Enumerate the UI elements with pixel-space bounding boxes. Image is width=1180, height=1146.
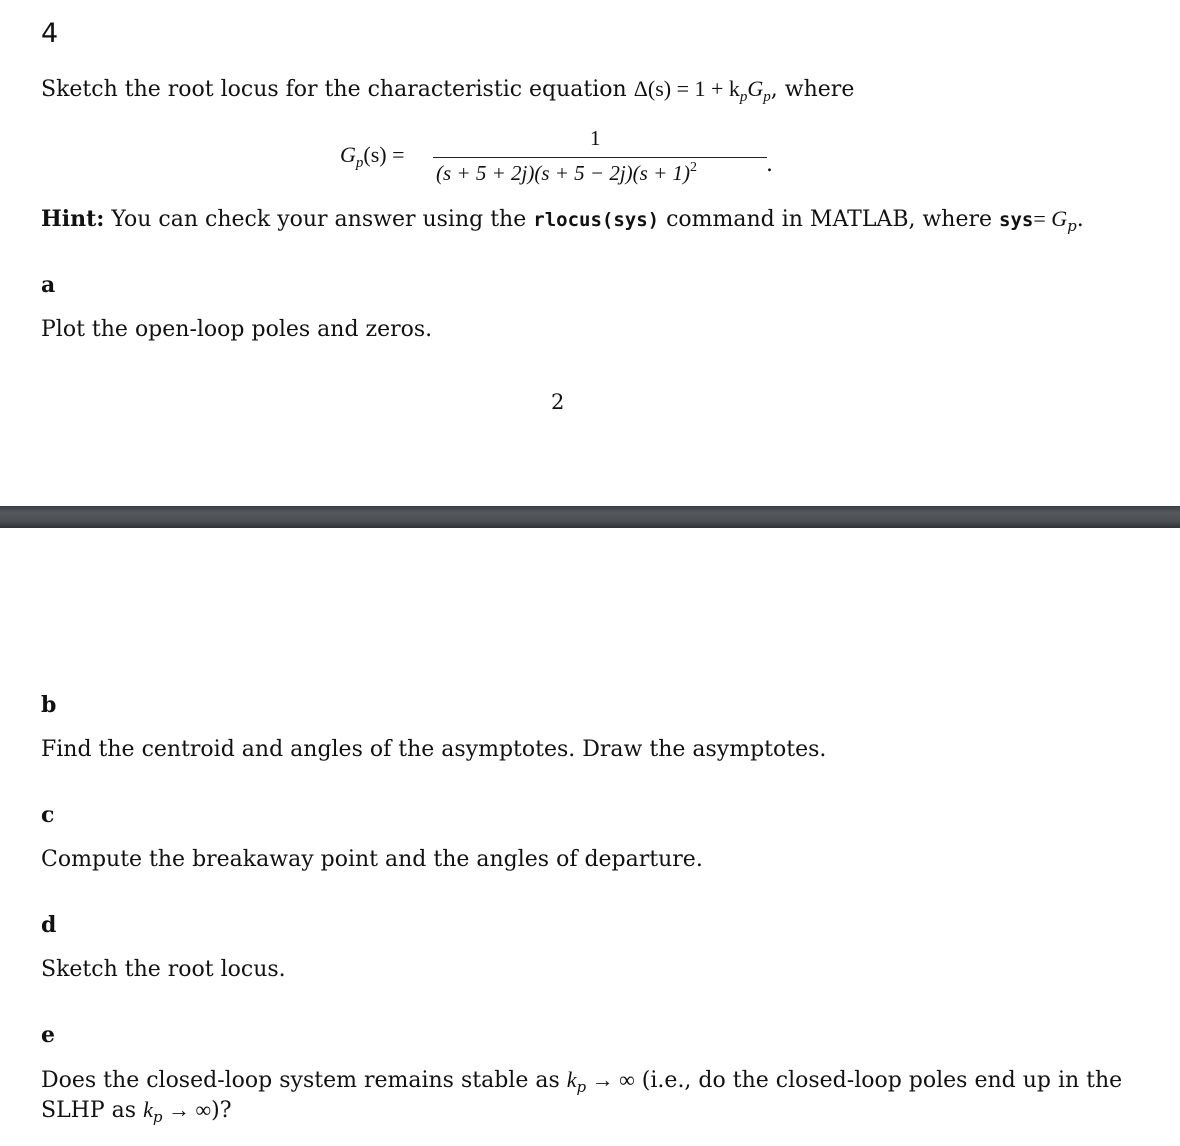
tf-denominator: $(s + 5 + 2j)(s + 5 - 2j)(s + 1)^2$ (436, 160, 697, 185)
intro-text: Sketch the root locus for the characteristic equation (41, 77, 634, 102)
part-c-text: Compute the breakaway point and the angles of departure. (41, 847, 703, 872)
intro-where: , where (770, 77, 855, 102)
hint-line: Hint: You can check your answer using the rlocus(sys) command in MATLAB, where $sys= G_p$. (41, 206, 1084, 235)
part-a-text: Plot the open-loop poles and zeros. (41, 317, 433, 342)
part-c-label: c (41, 802, 55, 828)
part-e-label: e (41, 1022, 55, 1048)
part-b-text: Find the centroid and angles of the asymptotes. Draw the asymptotes. (41, 737, 827, 762)
part-d-label: d (41, 912, 57, 938)
part-e-line1: Does the closed-loop system remains stable as $k_p$ → ∞ (i.e., do the closed-loop poles end up in the (41, 1067, 1123, 1096)
tf-numerator: 1 (590, 126, 601, 150)
part-b-label: b (41, 692, 57, 718)
hint-label: Hint: (41, 206, 105, 232)
fraction-bar (433, 157, 767, 158)
part-a-label: a (41, 272, 56, 298)
question-number: 4 (41, 18, 59, 49)
part-e-line2: SLHP as $k_p$ → ∞)? (41, 1097, 232, 1126)
char-equation: $\Delta(s) = 1 + k_pG_p$ (633, 76, 771, 105)
intro-line (41, 76, 854, 106)
code-rlocus: rlocus(sys) (533, 209, 660, 231)
page-divider (0, 506, 1180, 528)
tf-period: . (766, 152, 773, 177)
part-d-text: Sketch the root locus. (41, 957, 286, 982)
page-number: 2 (551, 390, 565, 414)
tf-lhs: $G_p(s)$ = (340, 142, 405, 171)
code-sys: sys (999, 209, 1034, 231)
